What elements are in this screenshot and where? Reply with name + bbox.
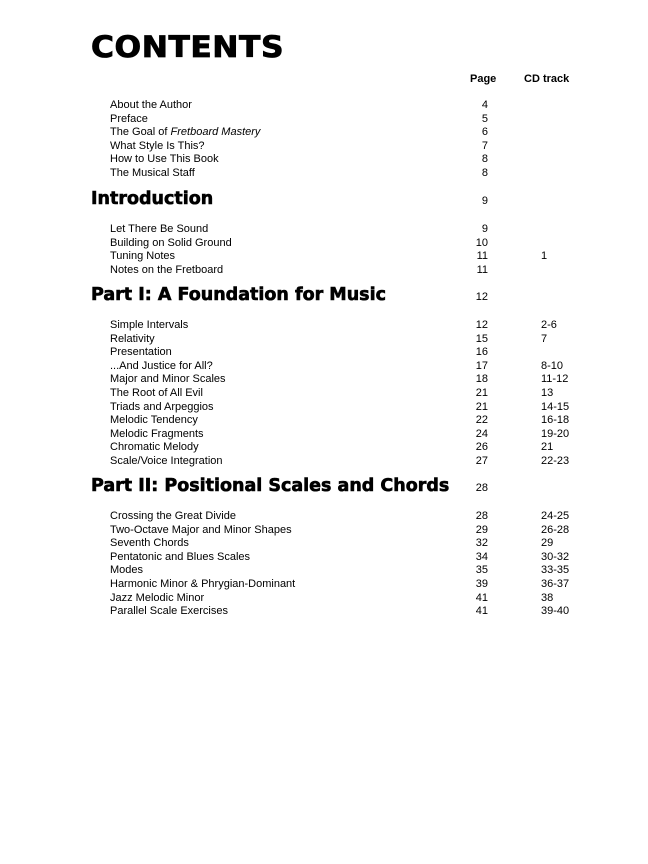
entry-page: 29 [475,523,488,536]
entry-title: Presentation [110,346,172,359]
entry-title: Pentatonic and Blues Scales [110,550,251,563]
toc-entry[interactable] [0,167,648,181]
entry-cd-track: 11-12 [541,373,569,386]
entry-page: 7 [481,139,488,152]
entry-title: Melodic Fragments [110,427,204,440]
front-matter [0,99,648,181]
toc-entry[interactable] [0,578,648,592]
entry-cd-track: 24-25 [541,510,570,522]
entry-cd-track: 21 [541,441,554,454]
entry-page: 8 [481,153,488,166]
entry-cd-track: 8-10 [541,359,564,372]
entry-title: Seventh Chords [110,537,189,550]
entry-title: Tuning Notes [110,250,176,263]
entry-title: The Musical Staff [110,166,195,179]
entry-page: 22 [475,414,488,427]
entry-page: 26 [475,441,488,454]
entry-page: 27 [475,454,488,467]
toc-entry[interactable] [0,401,648,415]
section-introduction [0,189,648,277]
entry-page: 9 [481,223,488,235]
entry-page: 11 [476,250,488,263]
entry-title: Scale/Voice Integration [110,454,223,467]
entry-title: ...And Justice for All? [110,359,213,372]
entry-title: Preface [110,112,148,125]
toc-entry[interactable] [0,153,648,167]
entry-page: 12 [475,319,488,331]
column-header-cd-track: CD track [524,73,570,85]
toc-entry[interactable] [0,333,648,347]
entry-title: Jazz Melodic Minor [110,591,205,604]
entry-title: How to Use This Book [110,153,219,166]
entry-title: Major and Minor Scales [110,373,226,386]
entry-page: 10 [475,236,488,249]
section-page: 28 [475,482,488,494]
entry-page: 28 [475,510,488,522]
entry-page: 18 [475,373,488,386]
toc-entry[interactable] [0,264,648,278]
entry-title: What Style Is This? [110,139,205,152]
entry-cd-track: 7 [541,332,548,345]
toc-entry[interactable] [0,537,648,551]
toc-entry[interactable] [0,592,648,606]
entry-page: 8 [481,166,488,179]
toc-entry[interactable] [0,99,648,113]
toc-entry[interactable] [0,126,648,140]
entry-cd-track: 19-20 [541,427,570,440]
section-part-1 [0,285,648,469]
section-page: 9 [481,195,488,207]
entry-cd-track: 2-6 [541,319,557,331]
toc-entry[interactable] [0,564,648,578]
section-title: Introduction [91,189,214,209]
entry-title: Modes [110,564,144,577]
toc-entry[interactable] [0,605,648,619]
entry-title: Melodic Tendency [110,414,198,427]
entry-title: Let There Be Sound [110,223,209,235]
toc-entry[interactable] [0,414,648,428]
toc-entry[interactable] [0,140,648,154]
section-page: 12 [475,291,488,303]
entry-page: 4 [481,99,488,111]
section-title: Part II: Positional Scales and Chords [91,476,450,496]
entry-title: Notes on the Fretboard [110,263,224,276]
toc-entry[interactable] [0,387,648,401]
entry-cd-track: 33-35 [541,564,570,577]
column-header-page: Page [470,73,497,85]
entry-page: 21 [475,386,488,399]
entry-page: 17 [475,359,488,372]
toc-entry[interactable] [0,250,648,264]
toc-entry[interactable] [0,360,648,374]
entry-cd-track: 16-18 [541,414,570,427]
entry-cd-track: 29 [541,537,554,550]
section-heading[interactable] [0,189,648,217]
entry-title: Crossing the Great Divide [110,510,236,522]
entry-page: 21 [475,400,488,413]
entry-cd-track: 1 [541,250,548,263]
entry-page: 6 [481,126,488,139]
toc-entry[interactable] [0,373,648,387]
entry-page: 15 [475,332,488,345]
entry-page: 41 [475,591,488,604]
entry-title-prefix: The Goal of [110,126,171,139]
section-title: Part I: A Foundation for Music [91,285,386,305]
entry-cd-track: 36-37 [541,577,570,590]
entry-title: Parallel Scale Exercises [110,605,228,618]
entry-cd-track: 30-32 [541,550,570,563]
toc-entry[interactable] [0,113,648,127]
entry-title: Building on Solid Ground [110,236,232,249]
entry-page: 24 [475,427,488,440]
entry-title: The Root of All Evil [110,386,203,399]
entry-title: Relativity [110,332,155,345]
page-title: CONTENTS [91,30,285,64]
toc-entry[interactable] [0,319,648,333]
entry-cd-track: 38 [541,591,554,604]
book-title-italic: Fretboard Mastery [170,126,261,139]
entry-page: 39 [475,577,488,590]
toc-entry[interactable] [0,524,648,538]
entry-title: Two-Octave Major and Minor Shapes [110,523,292,536]
toc-entry[interactable] [0,223,648,237]
entry-page: 41 [475,605,488,618]
toc-entry[interactable] [0,455,648,469]
entry-title: Chromatic Melody [110,441,199,454]
entry-cd-track: 22-23 [541,454,570,467]
entry-page: 5 [481,112,488,125]
entry-title [110,126,260,140]
entry-cd-track: 26-28 [541,523,570,536]
entry-page: 11 [476,263,488,276]
entry-page: 34 [475,550,488,563]
section-part-2 [0,476,648,619]
entry-page: 32 [475,537,488,550]
entry-title: About the Author [110,99,192,111]
entry-cd-track: 14-15 [541,400,570,413]
toc-entry[interactable] [0,237,648,251]
entry-title: Triads and Arpeggios [110,400,214,413]
entry-title: Harmonic Minor & Phrygian-Dominant [110,577,296,590]
section-heading[interactable] [0,476,648,504]
section-heading[interactable] [0,285,648,313]
entry-title: Simple Intervals [110,319,189,331]
toc-entry[interactable] [0,346,648,360]
entry-page: 16 [475,346,488,359]
entry-cd-track: 13 [541,386,554,399]
toc-entry[interactable] [0,551,648,565]
toc-entry[interactable] [0,510,648,524]
entry-page: 35 [475,564,488,577]
entry-cd-track: 39-40 [541,605,570,618]
toc-entry[interactable] [0,428,648,442]
toc-entry[interactable] [0,441,648,455]
